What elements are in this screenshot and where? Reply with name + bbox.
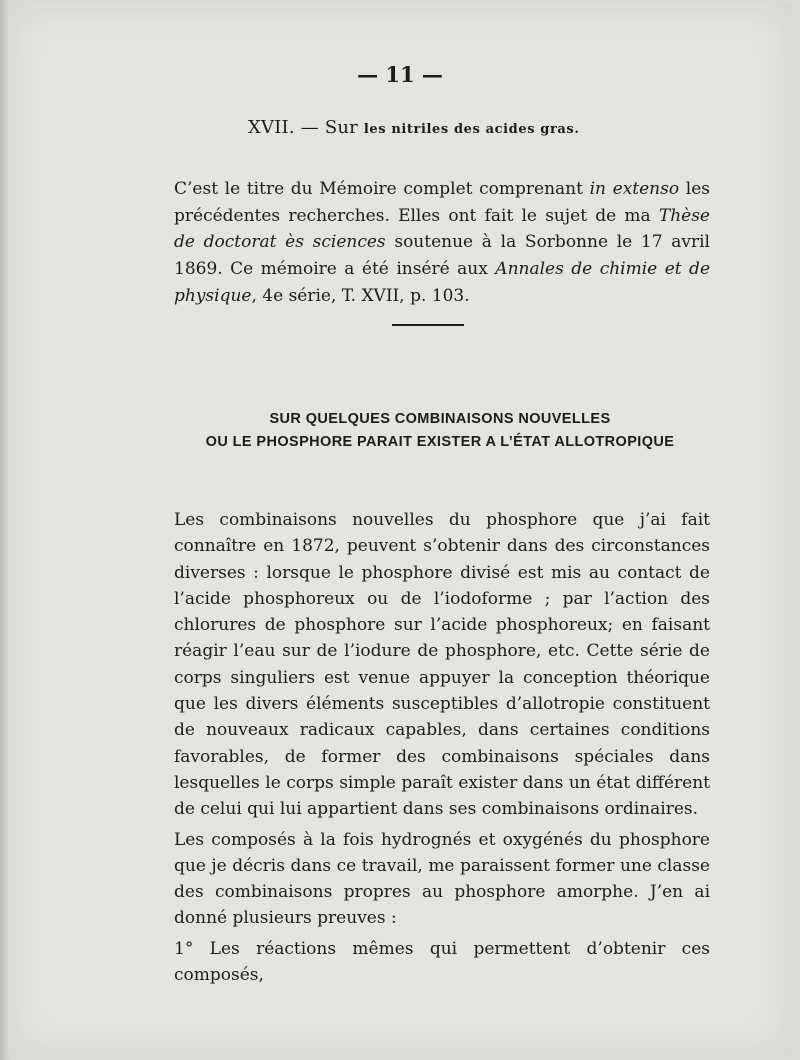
intro-text-4: , 4e série, T. XVII, p. 103. [251,285,470,306]
intro-italic-2: Thèse de doctorat ès sciences [174,205,710,253]
intro-italic-1: in extenso [589,179,680,199]
section-title-first: Sur [324,117,358,138]
intro-paragraph [174,176,710,310]
article-body [174,507,710,988]
section-number: XVII. [248,117,295,138]
intro-text-3: soutenue à la Sorbonne le 17 avril 1869. Ce mémoire a été inséré aux [174,232,710,280]
body-paragraph-1: Les combinaisons nouvelles du phosphore que j’ai fait connaître en 1872, peuvent s’obtenir dans des circonstances diverses : lorsque le phosphore divisé est mis au contact de l’acide phosphoreux ou de l’iodoforme ; par l’action des chlorures de phosphore sur l’acide phosphoreux; en faisant réagir l’eau sur de l’iodure de phosphore, etc. Cette série de corps singuliers est venue appuyer la conception théorique que les divers éléments susceptibles d’allotropie constituent de nouveaux radicaux capables, dans certaines conditions favorables, de former des combinaisons spéciales dans lesquelles le corps simple paraît exister dans un état différent de celui qui lui appartient dans ses combinaisons ordinaires. [174,510,710,820]
separator-rule [392,324,464,326]
intro-text-2: les précédentes recherches. Elles ont fait le sujet de ma [174,179,710,226]
section-dash: — [300,117,319,138]
body-paragraph-3: 1° Les réactions mêmes qui permettent d’obtenir ces composés, [174,938,710,986]
section-heading [248,117,579,138]
intro-italic-3: Annales de chimie et de physique [174,259,711,306]
article-title-line-1: SUR QUELQUES COMBINAISONS NOUVELLES [269,411,611,427]
body-paragraph-2: Les composés à la fois hydrognés et oxygénés du phosphore que je décris dans ce travail, me paraissent former une classe des combinaisons propres au phosphore amorphe. J’en ai donné plusieurs preuves : [174,829,710,929]
page-number: — 11 — [357,62,443,87]
article-title-line-2: OU LE PHOSPHORE PARAIT EXISTER A L’ÉTAT ALLOTROPIQUE [205,434,675,450]
intro-text-1: C’est le titre du Mémoire complet comprenant [174,179,590,199]
section-title-rest: les nitriles des acides gras. [363,122,580,137]
